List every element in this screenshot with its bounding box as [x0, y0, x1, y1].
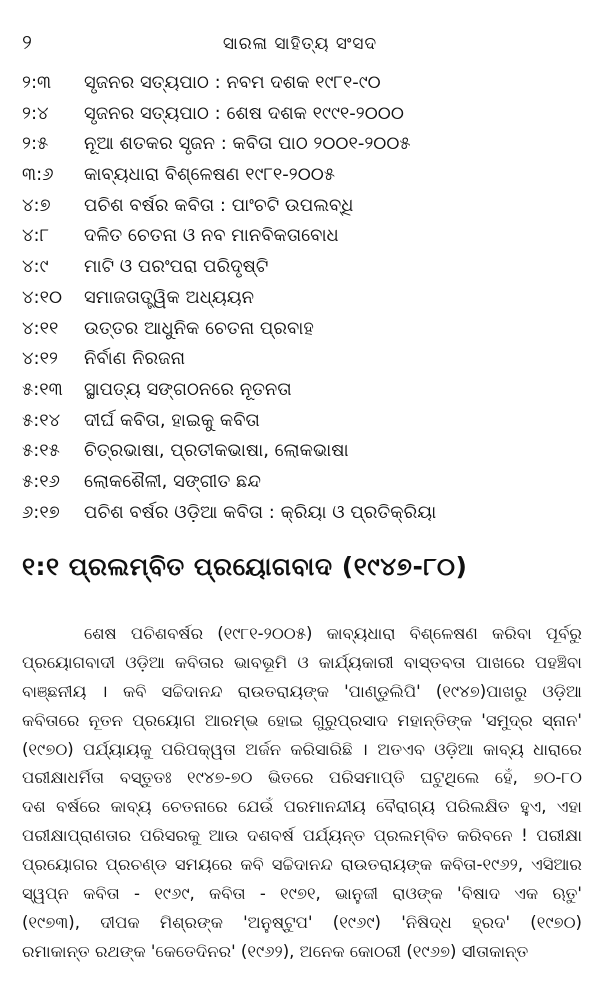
contents-item-title: ମାଟି ଓ ପରଂପରା ପରିଦୃଷ୍ଟି [84, 256, 269, 278]
contents-item-number: ୪:୧୧ [22, 317, 59, 339]
contents-item-number: ୩:୬ [22, 164, 54, 186]
paragraph-line: (୧୯୭୩), ଦୀପକ ମିଶ୍ରଙ୍କ 'ଅନୁଷ୍ଟୁପ' (୧୯୬୯) 'ନିଷିଦ୍ଧ ହ୍ରଦ' (୧୯୭୦) [22, 912, 582, 932]
contents-item-number: ୬:୧୭ [22, 501, 60, 523]
contents-item [22, 160, 582, 191]
contents-item [22, 467, 582, 498]
contents-item-number: ୪:୧୦ [22, 286, 63, 308]
contents-list [22, 68, 582, 528]
contents-item-title: ଦଳିତ ଚେତନା ଓ ନବ ମାନବିକତାବୋଧ [84, 225, 339, 247]
contents-item-number: ୨:୩ [22, 72, 52, 93]
contents-item [22, 498, 582, 529]
contents-item [22, 344, 582, 375]
contents-item-title: ଲୋକଶୈଳୀ, ସଙ୍ଗୀତ ଛନ୍ଦ [84, 470, 262, 492]
contents-item [22, 252, 582, 283]
contents-item-title: ନୂଆ ଶତକର ସୃଜନ : କବିତା ପାଠ ୨୦୦୧-୨୦୦୫ [84, 133, 411, 155]
paragraph-line: ଦଶ ବର୍ଷରେ କାବ୍ୟ ଚେତନାରେ ଯେଉଁ ପରମାନନ୍ଦୀୟ ବୈରାଗ୍ୟ ପରିଲକ୍ଷିତ ହୁଏ, ଏହା [22, 797, 582, 817]
contents-item-number: ୫:୧୬ [22, 470, 60, 492]
section-heading: ୧:୧ ପ୍ରଲମ୍ବିତ ପ୍ରୟୋଗବାଦ (୧୯୪୭-୮୦) [22, 552, 468, 581]
contents-item-number: ୫:୧୫ [22, 440, 60, 462]
contents-item-title: ଦୀର୍ଘ କବିତା, ହାଇକୁ କବିତା [84, 409, 260, 431]
paragraph-line: ପ୍ରୟୋଗବାଦୀ ଓଡ଼ିଆ କବିତାର ଭାବଭୂମି ଓ କାର୍ଯ୍ୟକାରୀ ବାସ୍ତବତା ପାଖରେ ପହଞ୍ଚିବା [22, 652, 582, 672]
contents-item [22, 68, 582, 99]
contents-item-number: ୪:୧୨ [22, 348, 58, 370]
contents-item [22, 375, 582, 406]
paragraph-line: ପରୀକ୍ଷାପ୍ରାଣତାର ପରିସରକୁ ଆଉ ଦଶବର୍ଷ ପର୍ଯ୍ୟନ୍ତ ପ୍ରଲମ୍ବିତ କରିବନେ ! ପରୀକ୍ଷା [22, 826, 582, 846]
contents-item-title: ଚିତ୍ରଭାଷା, ପ୍ରତୀକଭାଷା, ଲୋକଭାଷା [84, 440, 349, 462]
contents-item-title: ପଚିଶ ବର୍ଷର ଓଡ଼ିଆ କବିତା : କ୍ରିୟା ଓ ପ୍ରତିକ୍ରିୟା [84, 501, 437, 523]
contents-item-number: ୪:୮ [22, 225, 49, 247]
contents-item-title: ସ୍ଥାପତ୍ୟ ସଙ୍ଗଠନରେ ନୂତନତା [84, 378, 292, 400]
contents-item-number: ୫:୧୩ [22, 378, 63, 400]
contents-item-number: ୨:୫ [22, 133, 49, 155]
paragraph-line: ପ୍ରୟୋଗର ପ୍ରଚଣ୍ଡ ସମୟରେ କବି ସଚ୍ଚିଦାନନ୍ଦ ରାଉତରାୟଙ୍କ କବିତା-୧୯୬୨, ଏସିଆର [22, 855, 582, 875]
contents-item [22, 221, 582, 252]
contents-item [22, 406, 582, 437]
contents-item [22, 436, 582, 467]
contents-item [22, 99, 582, 130]
paragraph-line: (୧୯୭୦) ପର୍ଯ୍ୟାୟକୁ ପରିପକ୍ୱତା ଅର୍ଜନ କରିସାରିଛି । ଅତଏବ ଓଡ଼ିଆ କାବ୍ୟ ଧାରାରେ [22, 739, 582, 759]
contents-item-title: ନିର୍ବାଣ ନିରଜନା [84, 348, 186, 370]
paragraph-line: ସ୍ୱପ୍ନ କବିତା - ୧୯୬୯, କବିତା - ୧୯୭୧, ଭାନୁଜୀ ରାଓଙ୍କ 'ବିଷାଦ ଏକ ଋତୁ' [22, 884, 582, 904]
contents-item [22, 191, 582, 222]
contents-item-title: ପଚିଶ ବର୍ଷର କବିତା : ପାଂଚଟି ଉପଲବ୍ଧି [84, 194, 354, 216]
contents-item-number: ୫:୧୪ [22, 409, 61, 431]
contents-item [22, 129, 582, 160]
page-number: ୨ [22, 30, 32, 54]
contents-item-number: ୪:୯ [22, 256, 49, 278]
running-header-title: ସାରଳା ସାହିତ୍ୟ ସଂସଦ [222, 34, 378, 54]
contents-item-title: ଉତ୍ତର ଆଧୁନିକ ଚେତନା ପ୍ରବାହ [84, 317, 314, 339]
contents-item-title: କାବ୍ୟଧାରା ବିଶ୍ଳେଷଣ ୧୯୮୧-୨୦୦୫ [84, 164, 336, 186]
paragraph-line: ଶେଷ ପଚିଶବର୍ଷର (୧୯୮୧-୨୦୦୫) କାବ୍ୟଧାରା ବିଶ୍ଳେଷଣ କରିବା ପୂର୍ବରୁ [84, 624, 582, 643]
paragraph-line: ରମାକାନ୍ତ ରଥଙ୍କ 'କେତେଦିନର' (୧୯୬୨), ଅନେକ କୋଠରୀ (୧୯୬୭) ସୀତାକାନ୍ତ [22, 941, 529, 961]
contents-item-title: ସମାଜତାତ୍ତ୍ୱିକ ଅଧ୍ୟୟନ [84, 286, 254, 308]
paragraph-line: କବିତାରେ ନୂତନ ପ୍ରୟୋଗ ଆରମ୍ଭ ହୋଇ ଗୁରୁପ୍ରସାଦ ମହାନ୍ତିଙ୍କ 'ସମୁଦ୍ର ସ୍ନାନ' [22, 710, 582, 730]
body-paragraph [22, 620, 582, 967]
contents-item [22, 283, 582, 314]
contents-item-number: ୪:୭ [22, 194, 51, 216]
paragraph-line: ପରୀକ୍ଷାଧର୍ମିତା ବସ୍ତୁତଃ ୧୯୪୭-୭୦ ଭିତରେ ପରିସମାପ୍ତି ଘଟୁଥିଲେ ହେଁ, ୭୦-୮୦ [22, 768, 582, 788]
contents-item-title: ସୃଜନର ସତ୍ୟପାଠ : ଶେଷ ଦଶକ ୧୯୯୧-୨୦୦୦ [84, 102, 404, 124]
contents-item [22, 314, 582, 345]
contents-item-title: ସୃଜନର ସତ୍ୟପାଠ : ନବମ ଦଶକ ୧୯୮୧-୯୦ [84, 72, 381, 93]
paragraph-line: ବାଞ୍ଛନୀୟ । କବି ସଚ୍ଚିଦାନନ୍ଦ ରାଉତରାୟଙ୍କ 'ପାଣ୍ଡୁଲିପି' (୧୯୪୭)ପାଖରୁ ଓଡ଼ିଆ [22, 681, 582, 701]
contents-item-number: ୨:୪ [22, 102, 49, 124]
